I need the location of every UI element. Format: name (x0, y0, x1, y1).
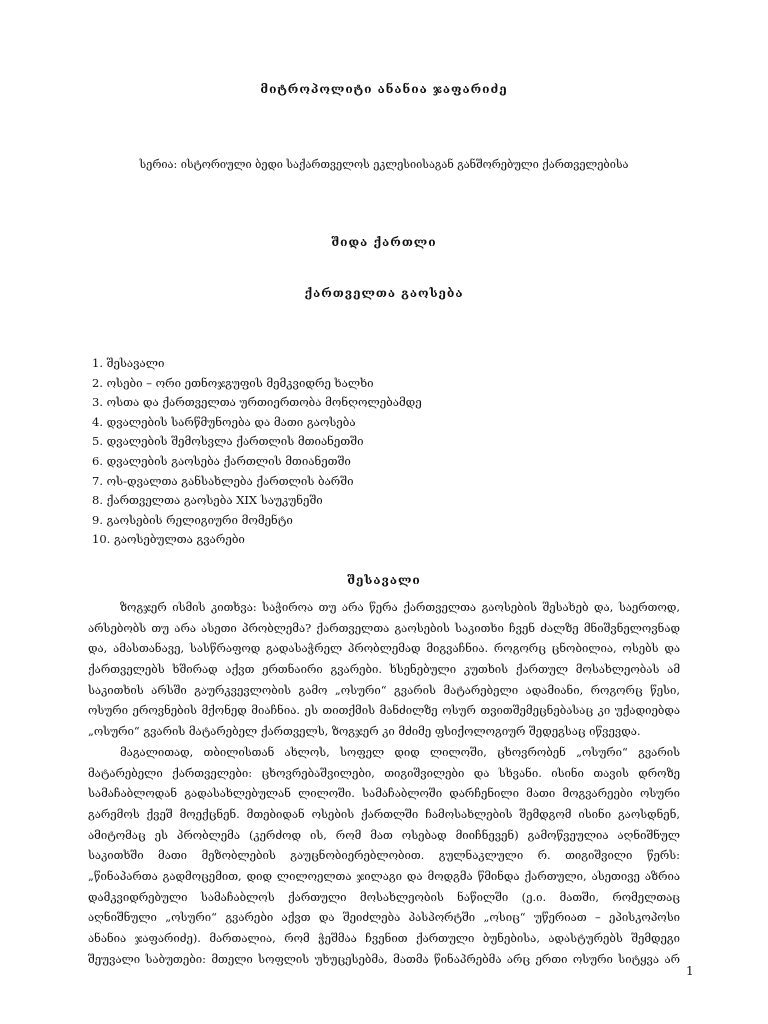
toc-item: 10. გაოსებულთა გვარები (92, 532, 245, 547)
text-line: მაგალითად, თბილისთან ახლოს, სოფელ დიდ ლილოში, ცხოვრობენ „ოსური“ გვარის (120, 744, 680, 759)
text-line: ქართველებს ხშირად აქვთ ერთნაირი გვარები. ხსენებული კუთხის ქართულ მოსახლეობას ამ (88, 662, 680, 677)
region-heading: შიდა ქართლი (331, 235, 437, 249)
body-text (88, 597, 680, 969)
text-line: და, ამასთანავე, სასწრაფოდ გადასაჭრელ პრობლემად მიგვაჩნია. როგორც ცნობილია, ოსებს და (88, 641, 680, 656)
table-of-contents (92, 354, 422, 550)
toc-item: 6. დვალების გაოსება ქართლის მთიანეთში (92, 453, 351, 468)
text-line: ოსური ეროვნების მქონედ მიაჩნია. ეს თითქმის მანძილზე ოსურ თვითშემეცნებასაც კი უქადიებდა (88, 703, 680, 718)
toc-item: 9. გაოსების რელიგიური მომენტი (92, 512, 293, 527)
toc-item: 8. ქართველთა გაოსება XIX საუკუნეში (92, 493, 323, 508)
text-line: სამაჩაბლოდან გადასახლებულან ლილოში. სამაჩაბლოში დარჩენილი მათი მოგვარეები ოსური (88, 786, 680, 801)
series-title: სერია: ისტორიული ბედი საქართველოს ეკლესიისაგან განშორებული ქართველებისა (139, 158, 629, 171)
toc-item: 5. დვალების შემოსვლა ქართლის მთიანეთში (92, 434, 364, 449)
page-number: 1 (686, 964, 694, 978)
toc-item: 1. შესავალი (92, 356, 165, 370)
text-line: ზოგჯერ ისმის კითხვა: საჭიროა თუ არა წერა ქართველთა გაოსების შესახებ და, საერთოდ, (120, 600, 680, 614)
text-line: არსებობს თუ არა ასეთი პრობლემა? ქართველთა გაოსების საკითხი ჩვენ ძალზე მნიშვნელოვნად (88, 620, 680, 635)
text-line: ამიტომაც ეს პრობლემა (კერძოდ ის, რომ მათ ოსებად მიიჩნევენ) გამოწვეულია აღნიშნულ (88, 827, 680, 842)
text-line: შეუვალი საბუთები: მთელი სოფლის უხუცესებმა, მათმა წინაპრებმა არც ერთი ოსური სიტყვა არ (88, 951, 680, 966)
author-name: მიტროპოლიტი ანანია ჯაფარიძე (260, 82, 508, 96)
text-line: გარემოს ქვეშ მოექცნენ. მთებიდან ოსების ქართლში ჩამოსახლების შემდგომ ისინი გაოსდნენ, (88, 806, 680, 821)
section-title: შესავალი (347, 573, 421, 587)
toc-item: 7. ოს-დვალთა განსახლება ქართლის ბარში (92, 473, 354, 488)
text-line: აღნიშნული „ოსური“ გვარები აქვთ და შეიძლება პასპორტში „ოსიც“ უწერიათ – ეპისკოპოსი (88, 910, 680, 925)
text-line: საკითხის არსში გაურკვევლობის გამო „ოსური“ გვარის მატარებელი ადამიანი, როგორც წესი, (88, 682, 680, 697)
toc-item: 4. დვალების სარწმუნოება და მათი გაოსება (92, 414, 356, 429)
text-line: ანანია ჯაფარიძე). მართალია, რომ ჭეშმაა ჩვენით ქართული ბუნებისა, ადასტურებს შემდეგი (88, 931, 680, 945)
text-line: „წინაპართა გადმოცემით, დიდ ლილოელთა ჯილაგი და მოდგმა წმინდა ქართული, ასეთივე აზრია (88, 868, 680, 883)
text-line: „ოსური“ გვარის მატარებელ ქართველს, ზოგჯერ კი მძიმე ფსიქოლოგიურ შედეგსაც იწვევდა. (88, 724, 641, 739)
text-line: დამკვიდრებული სამაჩაბლოს ქართული მოსახლეობის ნაწილში (ე.ი. მათში, რომელთაც (88, 889, 680, 904)
text-line: საკითხში მათი მეზობლების გაუცნობიერებლობით. გულნაკლული რ. თიგიშვილი წერს: (88, 848, 680, 863)
text-line: მატარებელი ქართველები: ცხოვრებაშვილები, თიგიშვილები და სხვანი. ისინი თავის დროზე (88, 765, 680, 780)
toc-item: 2. ოსები – ორი ეთნოჯგუფის მემკვიდრე ხალხი (92, 375, 374, 390)
work-title: ქართველთა გაოსება (304, 286, 464, 300)
toc-item: 3. ოსთა და ქართველთა ურთიერთობა მონღოლებამდე (92, 395, 422, 410)
